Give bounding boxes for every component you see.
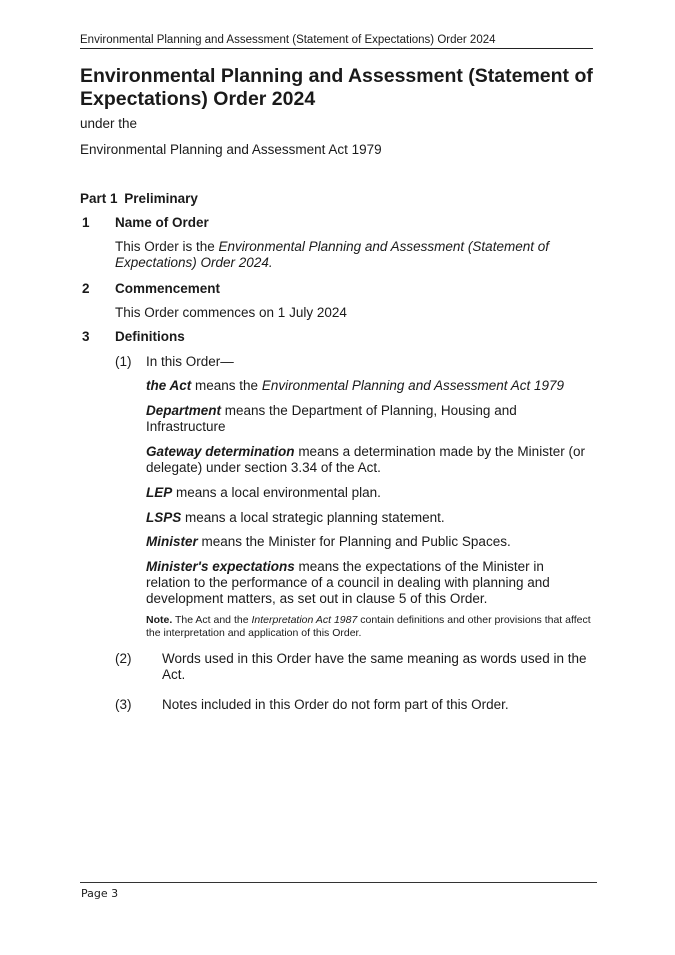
- definition-term: Department: [146, 403, 222, 418]
- note-text-before: The Act and the: [174, 614, 249, 626]
- part-heading: [80, 191, 198, 207]
- definition-term: Gateway determination: [146, 444, 295, 459]
- section-number-1: 1: [82, 215, 90, 230]
- definition-gateway-determination: [146, 444, 601, 476]
- section-number-2: 2: [82, 281, 90, 296]
- document-title: Environmental Planning and Assessment (Statement of Expectations) Order 2024: [80, 65, 593, 110]
- definition-text: means the expectations of the Minister in relation to the performance of a council in dealing with planning and development matters, as set out in clause 5 of this Order.: [146, 559, 550, 606]
- note-label: Note.: [146, 614, 173, 626]
- definition-text: means the Minister for Planning and Public Spaces.: [201, 534, 511, 549]
- footer-rule: [80, 882, 597, 883]
- definition-lep: [146, 485, 586, 501]
- subclause-text-1: In this Order—: [146, 354, 234, 369]
- part-label: Part 1: [80, 191, 118, 206]
- definition-minister: [146, 534, 586, 550]
- running-header: Environmental Planning and Assessment (Statement of Expectations) Order 2024: [80, 34, 593, 49]
- section-1-body: [115, 239, 565, 271]
- note-italic: Interpretation Act 1987: [251, 614, 358, 626]
- subclause-number-2: (2): [115, 651, 132, 666]
- definition-text: means the: [195, 378, 259, 393]
- definition-lsps: [146, 510, 586, 526]
- section-number-3: 3: [82, 329, 90, 344]
- definition-term: the Act: [146, 378, 192, 393]
- definition-term: Minister's expectations: [146, 559, 295, 574]
- subclause-text-3: Notes included in this Order do not form part of this Order.: [162, 697, 509, 712]
- page-number: Page 3: [81, 887, 119, 900]
- section-heading-1: Name of Order: [115, 215, 209, 230]
- subclause-text-2: Words used in this Order have the same meaning as words used in the Act.: [162, 651, 587, 682]
- definition-term: Minister: [146, 534, 198, 549]
- subclause-number-1: (1): [115, 354, 132, 369]
- section-1-text: This Order is the: [115, 239, 215, 254]
- definition-department: [146, 403, 546, 435]
- note-text-after: contain definitions and other provisions that affect the interpretation and application of this Order.: [146, 614, 591, 639]
- under-the-text: under the: [80, 116, 138, 131]
- definition-term: LEP: [146, 485, 173, 500]
- section-heading-3: Definitions: [115, 329, 185, 344]
- definition-italic: Environmental Planning and Assessment Act 1979: [261, 378, 565, 393]
- part-name: Preliminary: [124, 191, 198, 206]
- definition-ministers-expectations: [146, 559, 576, 607]
- definition-text: means a determination made by the Minister (or delegate) under section 3.34 of the Act.: [146, 444, 585, 475]
- act-name: Environmental Planning and Assessment Act 1979: [80, 142, 382, 157]
- subclause-number-3: (3): [115, 697, 132, 712]
- section-heading-2: Commencement: [115, 281, 221, 296]
- interpretation-note: [146, 614, 591, 640]
- definition-text: means the Department of Planning, Housing and Infrastructure: [146, 403, 517, 434]
- definition-text: means a local environmental plan.: [176, 485, 381, 500]
- section-2-body: This Order commences on 1 July 2024: [115, 305, 347, 320]
- definition-the-act: [146, 378, 606, 394]
- definition-text: means a local strategic planning statement.: [185, 510, 445, 525]
- definition-term: LSPS: [146, 510, 182, 525]
- order-name-italic: Environmental Planning and Assessment (Statement of Expectations) Order 2024.: [115, 239, 549, 270]
